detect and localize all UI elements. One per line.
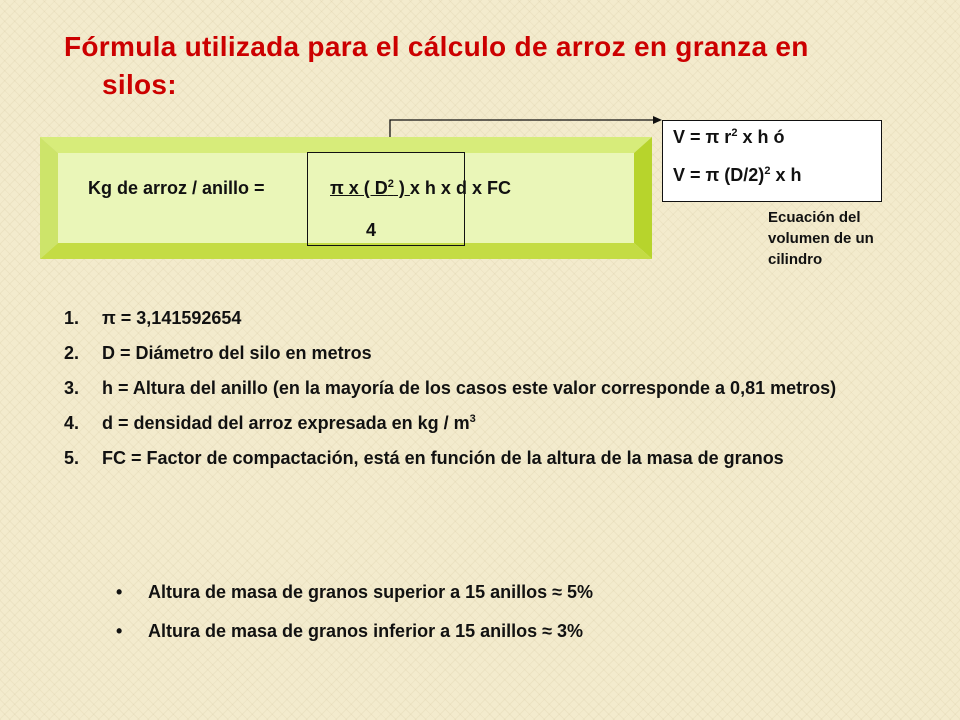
formula-lhs: Kg de arroz / anillo = xyxy=(88,178,265,198)
title-line-1: Fórmula utilizada para el cálculo de arroz en granza en xyxy=(64,31,809,62)
bullet-item xyxy=(112,619,912,643)
formula-denominator: 4 xyxy=(366,220,377,240)
volume-line-1-exp: 2 xyxy=(731,127,738,139)
numerator-pre: π x ( D xyxy=(330,178,388,198)
definition-item xyxy=(64,411,924,435)
volume-line-2 xyxy=(673,165,801,186)
definition-text: π = 3,141592654 xyxy=(102,308,242,328)
volume-line-1-pre: V = π r xyxy=(673,127,732,147)
volume-line-2-pre: V = π (D/2) xyxy=(673,165,765,185)
definition-item xyxy=(64,341,924,365)
numerator-post: ) xyxy=(393,178,410,198)
definition-text: FC = Factor de compactación, está en función de la altura de la masa de granos xyxy=(102,448,784,468)
formula-numerator xyxy=(330,178,511,199)
volume-line-1 xyxy=(673,127,784,148)
bullet-item xyxy=(112,580,912,604)
definition-text: D = Diámetro del silo en metros xyxy=(102,343,372,363)
definition-number: 4. xyxy=(64,413,80,433)
definition-number: 2. xyxy=(64,343,80,363)
numerator-rest: x h x d x FC xyxy=(409,178,511,198)
fc-bullets xyxy=(112,580,912,658)
bullet-text: Altura de masa de granos superior a 15 anillos ≈ 5% xyxy=(148,582,594,602)
volume-equation-box xyxy=(662,120,882,202)
bullet-dot: • xyxy=(116,582,123,602)
fraction-box xyxy=(307,152,465,246)
definitions-list xyxy=(64,306,924,481)
title-line-2: silos: xyxy=(102,69,177,100)
volume-line-2-post: x h xyxy=(770,165,802,185)
volume-caption: Ecuación del volumen de un cilindro xyxy=(768,209,874,268)
definition-item xyxy=(64,376,924,400)
definition-text: h = Altura del anillo (en la mayoría de los casos este valor corresponde a 0,81 metros) xyxy=(102,378,837,398)
definition-number: 1. xyxy=(64,308,80,328)
bullet-text: Altura de masa de granos inferior a 15 anillos ≈ 3% xyxy=(148,621,584,641)
definition-exponent: 3 xyxy=(469,413,476,425)
definition-number: 3. xyxy=(64,378,80,398)
volume-line-1-post: x h ó xyxy=(737,127,785,147)
numerator-exponent: 2 xyxy=(387,178,394,190)
definition-number: 5. xyxy=(64,448,80,468)
bullet-dot: • xyxy=(116,621,123,641)
definition-text: d = densidad del arroz expresada en kg / m xyxy=(102,413,470,433)
definition-item xyxy=(64,306,924,330)
definition-item xyxy=(64,446,924,470)
volume-line-2-exp: 2 xyxy=(764,165,771,177)
